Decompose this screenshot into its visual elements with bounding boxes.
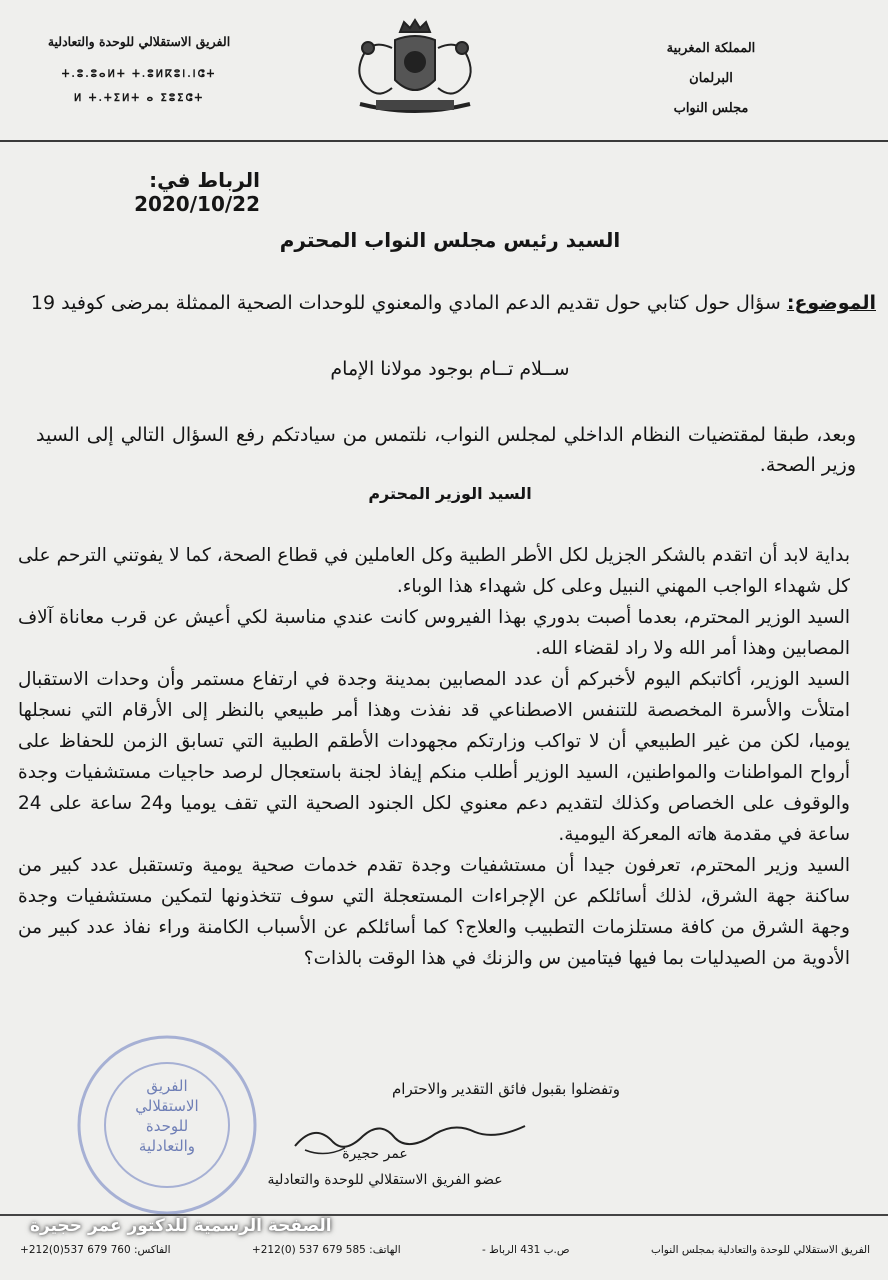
signer-name: عمر حجيرة (342, 1146, 408, 1162)
group-name: الفريق الاستقلالي للوحدة والتعادلية (47, 34, 231, 49)
group-header (14, 34, 264, 111)
addressee: السيد رئيس مجلس النواب المحترم (279, 228, 621, 252)
greeting: ســلام تــام بوجود مولانا الإمام (330, 358, 570, 380)
letter-date: الرباط في: 2020/10/22 (134, 168, 260, 216)
letter-body (18, 540, 850, 974)
header-divider (0, 140, 888, 142)
parliament-line: البرلمان (689, 71, 733, 86)
minister-salutation: السيد الوزير المحترم (368, 484, 532, 503)
tifinagh-line-1: ⵜ.ⵓ.ⵓⴰⵍⵜ ⵜ.ⵓⵍⴽⵓⵏ.ⵏⵛⵜ (61, 69, 217, 80)
body-paragraph: السيد وزير المحترم، تعرفون جيدا أن مستشفيات وجدة تقدم خدمات صحية يومية وتستقبل عدد كبير من ساكنة جهة الشرق، لذلك أسائلكم عن الإجراءات المستعجلة التي سوف تتخذونها لتمكين مستشفيات وجدة وجهة الشرق من كافة مستلزمات التطبيب والعلاج؟ كما أسائلكم عن الأسباب الكامنة وراء نفاذ عدد كبير من الأدوية من الصيدليات بما فيها فيتامين س والزنك في هذا الوقت بالذات؟ (18, 855, 850, 969)
footer-po-box: ص.ب 431 الرباط - (482, 1244, 570, 1256)
body-paragraph: السيد الوزير المحترم، بعدما أصبت بدوري بهذا الفيروس كانت عندي مناسبة لكي أعيش عن قرب معاناة آلاف المصابين وهذا أمر الله ولا راد لقضاء الله. (18, 607, 850, 659)
kingdom-header (626, 34, 796, 124)
intro-paragraph: وبعد، طبقا لمقتضيات النظام الداخلي لمجلس النواب، نلتمس من سيادتكم رفع السؤال التالي إلى السيد وزير الصحة. (36, 424, 856, 476)
kingdom-line: المملكة المغربية (666, 41, 756, 56)
body-paragraph: بداية لابد أن اتقدم بالشكر الجزيل لكل الأطر الطبية وكل العاملين في قطاع الصحة، كما لا يفوتني الترحم على كل شهداء الواجب المهني النبيل وعلى كل شهداء هذا الوباء. (18, 545, 850, 597)
closing-line: وتفضلوا بقبول فائق التقدير والاحترام (391, 1080, 620, 1098)
subject-line (16, 286, 876, 320)
body-paragraph: السيد الوزير، أكاتبكم اليوم لأخبركم أن عدد المصابين بمدينة وجدة في ارتفاع مستمر وأن وحدات الاستقبال امتلأت والأسرة المخصصة للتنفس الاصطناعي قد نفذت وهذا أمر طبيعي بالنظر إلى الأرقام التي نسجلها يوميا، لكن من غير الطبيعي أن لا تواكب وزارتكم مجهودات الأطقم الطبية التي تسابق الزمن للحفاظ على أرواح المواطنات والمواطنين، السيد الوزير أطلب منكم إيفاذ لجنة باستعجال لرصد حاجيات مستشفيات وجدة والوقوف على الخصاص وكذلك لتقديم دعم معنوي لكل الجنود الصحية التي تقف يوميا و24 ساعة على 24 ساعة في مقدمة هاته المعركة اليومية. (18, 669, 850, 845)
footer-phone: الهاتف: 585 679 537 (0)212+ (251, 1244, 401, 1256)
facebook-page-watermark: الصفحة الرسمية للدكتور عمر حجيرة (30, 1216, 332, 1236)
signer-title: عضو الفريق الاستقلالي للوحدة والتعادلية (267, 1172, 503, 1188)
subject-text: سؤال حول كتابي حول تقديم الدعم المادي والمعنوي للوحدات الصحية الممثلة بمرضى كوفيد 19 (30, 292, 787, 314)
tifinagh-line-2: ⵍ ⵜ.ⵜⵉⵍⵜ ⴰ ⵉⵓⵉⵛⵜ (73, 93, 205, 104)
coat-of-arms-icon (340, 18, 490, 126)
subject-label: الموضوع: (786, 292, 876, 314)
letter-footer (20, 1244, 870, 1256)
stamp-text: الفريق الاستقلالي للوحدة والتعادلية (135, 1077, 199, 1155)
house-line: مجلس النواب (673, 101, 749, 116)
footer-org: الفريق الاستقلالي للوحدة والتعادلية بمجلس النواب (650, 1244, 870, 1256)
footer-fax: الفاكس: 760 679 537(0)212+ (20, 1244, 171, 1256)
